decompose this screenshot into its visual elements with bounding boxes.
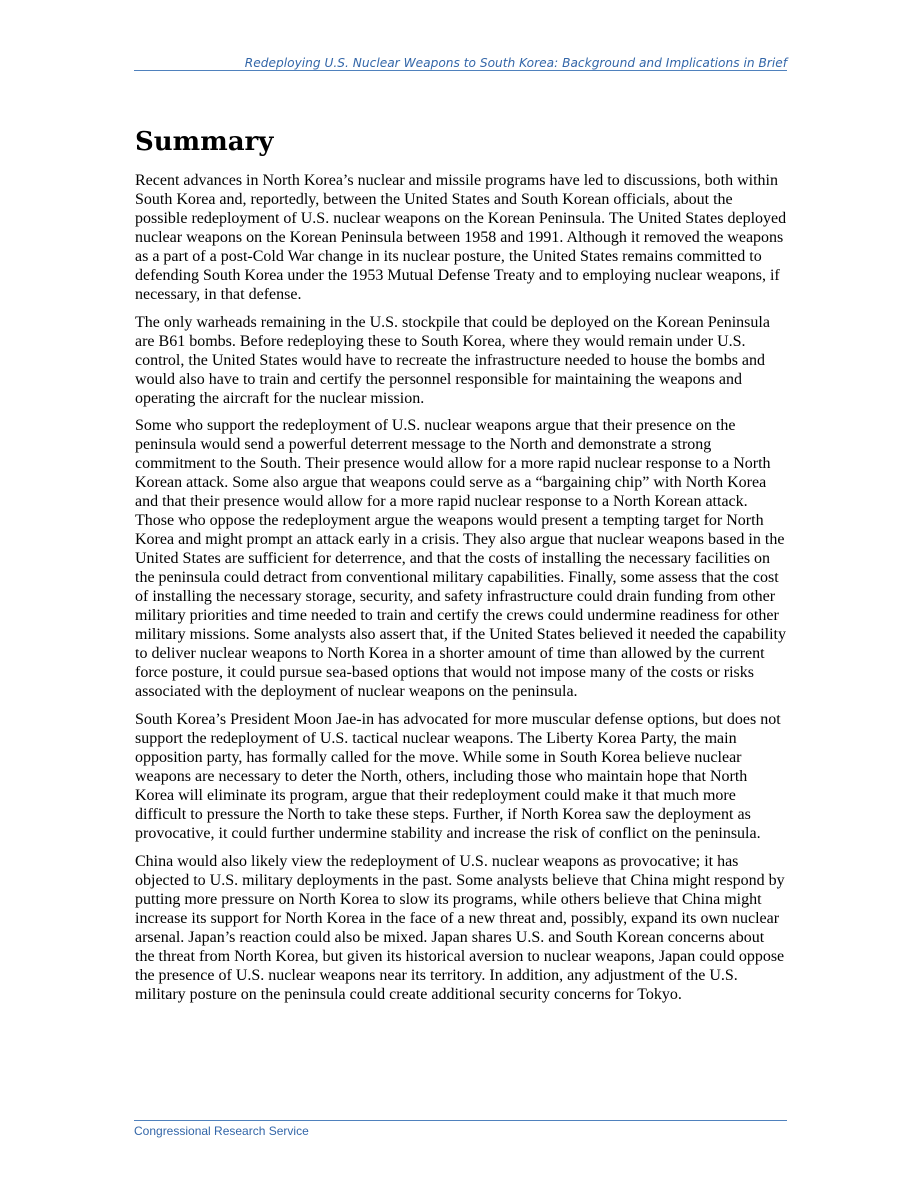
page-header <box>134 54 787 71</box>
page-footer <box>134 1120 787 1138</box>
summary-paragraph-5: China would also likely view the redeployment of U.S. nuclear weapons as provocative; it has objected to U.S. military deployments in the past. Some analysts believe that China might respond by putting more pressure on North Korea to slow its programs, while others believe that China might increase its support for North Korea in the face of a new threat and, possibly, expand its own nuclear arsenal. Japan’s reaction could also be mixed. Japan shares U.S. and South Korean concerns about the threat from North Korea, but given its historical aversion to nuclear weapons, Japan could oppose the presence of U.S. nuclear weapons near its territory. In addition, any adjustment of the U.S. military posture on the peninsula could create additional security concerns for Tokyo. <box>135 852 785 1003</box>
section-heading: Summary <box>135 127 274 157</box>
summary-paragraph-1: Recent advances in North Korea’s nuclear and missile programs have led to discussions, both within South Korea and, reportedly, between the United States and South Korean officials, about the possible redeployment of U.S. nuclear weapons on the Korean Peninsula. The United States deployed nuclear weapons on the Korean Peninsula between 1958 and 1991. Although it removed the weapons as a part of a post-Cold War change in its nuclear posture, the United States remains committed to defending South Korea under the 1953 Mutual Defense Treaty and to employing nuclear weapons, if necessary, in that defense. <box>135 172 787 303</box>
footer-publisher: Congressional Research Service <box>134 1124 309 1138</box>
summary-paragraph-2: The only warheads remaining in the U.S. stockpile that could be deployed on the Korean Peninsula are B61 bombs. Before redeploying these to South Korea, where they would remain under U.S. control, the United States would have to recreate the infrastructure needed to house the bombs and would also have to train and certify the personnel responsible for maintaining the weapons and operating the aircraft for the nuclear mission. <box>135 313 770 407</box>
summary-paragraph-3: Some who support the redeployment of U.S. nuclear weapons argue that their presence on the peninsula would send a powerful deterrent message to the North and demonstrate a strong commitment to the South. Their presence would allow for a more rapid nuclear response to a North Korean attack. Some also argue that weapons could serve as a “bargaining chip” with North Korea and that their presence would allow for a more rapid nuclear response to a North Korean attack. Those who oppose the redeployment argue the weapons would present a tempting target for North Korea and might prompt an attack early in a crisis. They also argue that nuclear weapons based in the United States are sufficient for deterrence, and that the costs of installing the necessary facilities on the peninsula could detract from conventional military capabilities. Finally, some assess that the cost of installing the necessary storage, security, and safety infrastructure could drain funding from other military priorities and time needed to train and certify the crews could undermine readiness for other military missions. Some analysts also assert that, if the United States believed it needed the capability to deliver nuclear weapons to North Korea in a shorter amount of time than allowed by the current force posture, it could pursue sea-based options that would not impose many of the costs or risks associated with the deployment of nuclear weapons on the peninsula. <box>135 417 786 701</box>
running-title: Redeploying U.S. Nuclear Weapons to South Korea: Background and Implications in Brief <box>244 56 787 70</box>
summary-paragraph-4: South Korea’s President Moon Jae-in has advocated for more muscular defense options, but does not support the redeployment of U.S. tactical nuclear weapons. The Liberty Korea Party, the main opposition party, has formally called for the move. While some in South Korea believe nuclear weapons are necessary to deter the North, others, including those who maintain hope that North Korea will eliminate its program, argue that their redeployment could make it that much more difficult to pressure the North to take these steps. Further, if North Korea saw the deployment as provocative, it could further undermine stability and increase the risk of conflict on the peninsula. <box>135 711 781 843</box>
summary-section <box>135 123 787 1012</box>
